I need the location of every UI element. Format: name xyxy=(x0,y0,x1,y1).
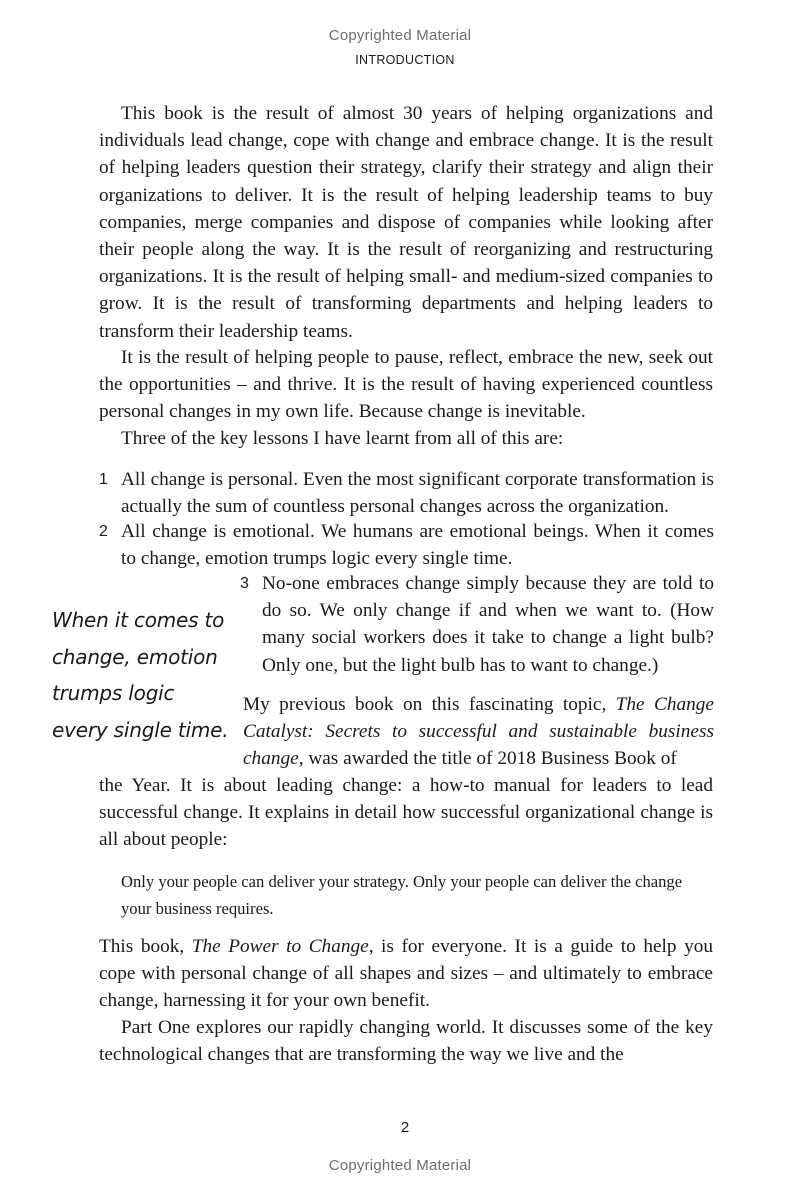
para4-text-before: My previous book on this fascinating topic, xyxy=(243,694,616,715)
para5-text-before: This book, xyxy=(99,936,192,957)
book-title-power-to-change: The Power to Change xyxy=(191,936,369,957)
para5-text-after: , is for everyone. It is a guide to help you cope with personal change of all shapes and sizes – and ultimately to embrace change, harnessing it for your own benefit. xyxy=(99,936,714,1012)
running-head: INTRODUCTION xyxy=(355,53,455,67)
page-number: 2 xyxy=(400,1119,410,1136)
body-paragraph-2: It is the result of helping people to pause, reflect, embrace the new, seek out the opportunities – and thrive. It is the result of having experienced countless personal changes in my own life. Because change is inevitable. xyxy=(99,347,713,423)
para4-text-after: , was awarded the title of 2018 Business Book of xyxy=(298,748,677,770)
body-paragraph-4 xyxy=(243,691,714,773)
lesson-item-3 xyxy=(240,570,714,679)
body-paragraph-3: Three of the key lessons I have learnt from all of this are: xyxy=(121,428,564,449)
lesson-number: 1 xyxy=(99,471,108,488)
lesson-number: 3 xyxy=(240,575,249,592)
lesson-text: No-one embraces change simply because they are told to do so. We only change if and when we want to. (How many social workers does it take to change a light bulb? Only one, but the light bulb has to want to change.) xyxy=(262,573,714,676)
watermark-bottom: Copyrighted Material xyxy=(328,1157,472,1174)
lesson-item-1 xyxy=(99,466,714,520)
lesson-number: 2 xyxy=(99,523,108,540)
pull-quote: When it comes to change, emotion trumps logic every single time. xyxy=(52,608,229,742)
body-paragraph-4-continued: the Year. It is about leading change: a how-to manual for leaders to lead successful change. It explains in detail how successful organizational change is all about people: xyxy=(99,775,713,851)
lesson-item-2 xyxy=(99,518,714,572)
lesson-text: All change is personal. Even the most significant corporate transformation is actually the sum of countless personal changes across the organization. xyxy=(121,469,714,518)
body-paragraph-6: Part One explores our rapidly changing world. It discusses some of the key technological changes that are transforming the way we live and the xyxy=(99,1017,713,1066)
body-paragraph-1: This book is the result of almost 30 years of helping organizations and individuals lead change, cope with change and embrace change. It is the result of helping leaders question their strategy, clarify their strategy and align their organizations to deliver. It is the result of helping leadership teams to buy companies, merge companies and dispose of companies while looking after their people along the way. It is the result of reorganizing and restructuring organizations. It is the result of helping small- and medium-sized companies to grow. It is the result of transforming departments and helping leaders to transform their leadership teams. xyxy=(99,103,713,342)
block-quote: Only your people can deliver your strategy. Only your people can deliver the change your business requires. xyxy=(121,872,683,919)
book-title-change-catalyst: The Change Catalyst: Secrets to successful and sustainable business change xyxy=(243,694,714,770)
body-paragraph-5 xyxy=(99,933,713,1015)
watermark-top: Copyrighted Material xyxy=(328,27,472,44)
lesson-text: All change is emotional. We humans are emotional beings. When it comes to change, emotion trumps logic every single time. xyxy=(121,521,714,570)
